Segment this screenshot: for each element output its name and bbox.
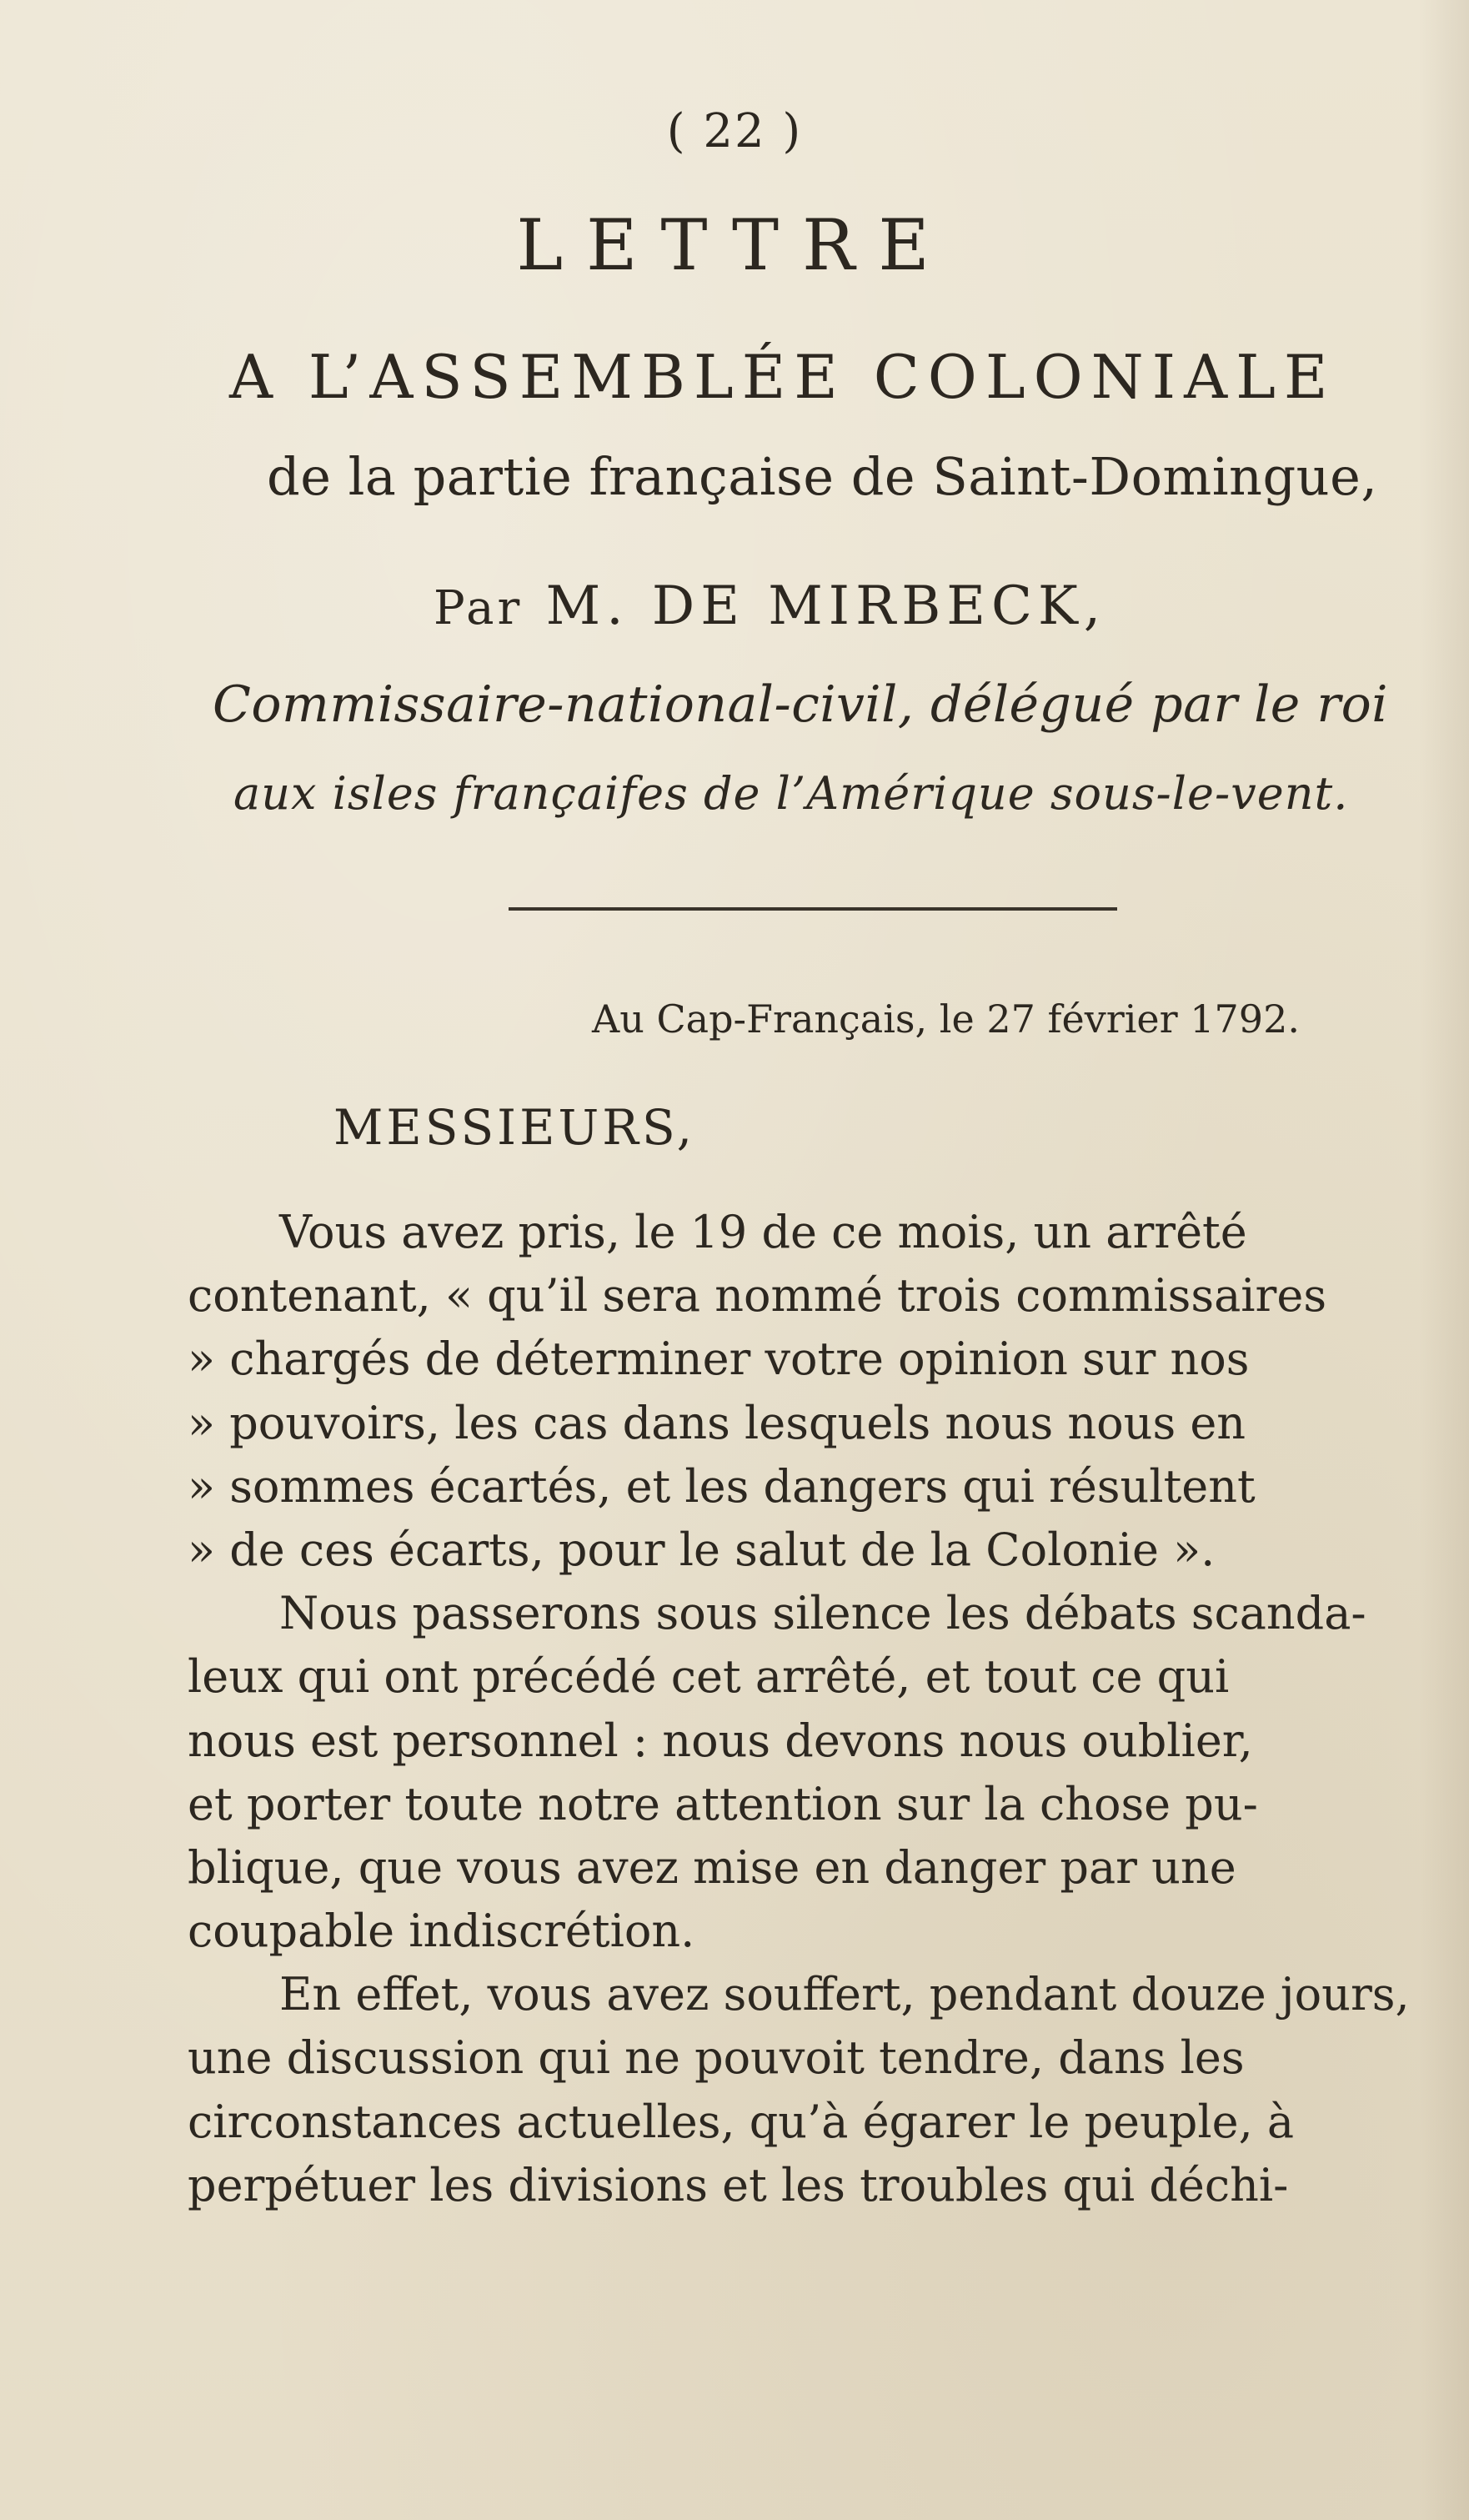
subtitle-line-2: de la partie française de Saint-Domingue,: [267, 446, 1378, 507]
salutation: MESSIEURS,: [333, 1099, 696, 1156]
body-line: perpétuer les divisions et les troubles qui déchi-: [188, 2158, 1289, 2211]
subtitle-line-1: A L’ASSEMBLÉE COLONIALE: [229, 342, 1336, 412]
author-line: [434, 575, 1106, 637]
body-line: » sommes écartés, et les dangers qui résultent: [188, 1459, 1256, 1513]
body-line: » pouvoirs, les cas dans lesquels nous nous en: [188, 1396, 1246, 1449]
body-line: En effet, vous avez souffert, pendant douze jours,: [279, 1968, 1410, 2021]
page-number: ( 22 ): [666, 104, 803, 158]
body-line: une discussion qui ne pouvoit tendre, dans les: [188, 2031, 1245, 2085]
dateline: Au Cap-Français, le 27 février 1792.: [592, 996, 1300, 1042]
document-title: LETTRE: [516, 204, 953, 286]
body-line: coupable indiscrétion.: [188, 1905, 695, 1958]
body-line: Vous avez pris, le 19 de ce mois, un arrêté: [279, 1206, 1247, 1258]
page-edge-stain: [1419, 0, 1469, 2520]
letter-body: [188, 1201, 1421, 2217]
body-line: leux qui ont précédé cet arrêté, et tout ce qui: [188, 1650, 1230, 1704]
author-par: Par: [434, 581, 524, 635]
body-line: et porter toute notre attention sur la chose pu-: [188, 1777, 1258, 1830]
separator-rule: [509, 907, 1117, 911]
body-line: » de ces écarts, pour le salut de la Colonie ».: [188, 1523, 1216, 1576]
role-line-2: aux isles françaifes de l’Amérique sous-le-vent.: [233, 767, 1349, 820]
body-line: blique, que vous avez mise en danger par une: [188, 1840, 1236, 1894]
body-line: nous est personnel : nous devons nous oublier,: [188, 1714, 1253, 1767]
body-line: circonstances actuelles, qu’à égarer le peuple, à: [188, 2095, 1295, 2148]
body-line: » chargés de déterminer votre opinion sur nos: [188, 1333, 1250, 1386]
body-line: Nous passerons sous silence les débats scanda-: [279, 1587, 1366, 1640]
author-name: M. DE MIRBECK,: [545, 575, 1107, 637]
body-line: contenant, « qu’il sera nommé trois commissaires: [188, 1269, 1327, 1323]
role-line-1: Commissaire-national-civil, délégué par le roi: [213, 675, 1388, 734]
